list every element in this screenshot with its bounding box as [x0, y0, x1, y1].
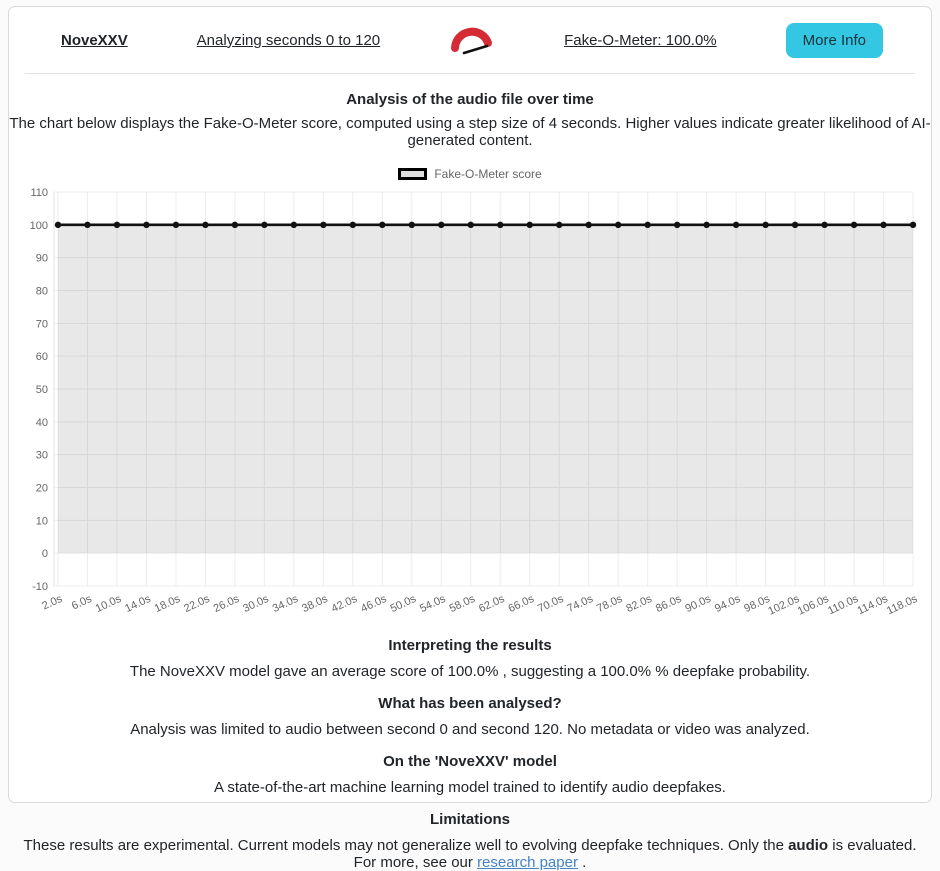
svg-text:14.0s: 14.0s — [123, 592, 153, 616]
svg-text:0: 0 — [41, 548, 48, 561]
svg-text:60: 60 — [35, 351, 48, 364]
svg-text:20: 20 — [35, 482, 48, 495]
svg-text:90.0s: 90.0s — [683, 592, 713, 616]
svg-text:30.0s: 30.0s — [241, 592, 271, 616]
svg-text:2.0s: 2.0s — [40, 592, 65, 613]
svg-text:42.0s: 42.0s — [329, 592, 360, 616]
svg-text:98.0s: 98.0s — [742, 592, 772, 616]
svg-text:114.0s: 114.0s — [855, 592, 890, 618]
svg-text:82.0s: 82.0s — [624, 592, 654, 616]
svg-text:10.0s: 10.0s — [93, 592, 124, 616]
section-body-model: A state-of-the-art machine learning model trained to identify audio deepfakes. — [214, 779, 726, 796]
limitations-text-after: . — [577, 854, 587, 871]
fake-o-meter-chart[interactable] — [16, 183, 924, 622]
svg-text:110.0s: 110.0s — [826, 592, 861, 618]
svg-text:118.0s: 118.0s — [884, 592, 920, 618]
svg-text:46.0s: 46.0s — [359, 592, 389, 616]
header-divider — [25, 73, 915, 74]
section-heading-limitations: Limitations — [429, 811, 510, 828]
section-body-limitations — [9, 837, 931, 871]
svg-text:50.0s: 50.0s — [388, 592, 419, 616]
app-card — [8, 6, 932, 871]
section-heading-model: On the 'NoveXXV' model — [383, 753, 557, 770]
svg-text:66.0s: 66.0s — [506, 592, 536, 616]
svg-text:-10: -10 — [32, 581, 48, 593]
section-heading-analysed: What has been analysed? — [378, 695, 562, 712]
svg-text:18.0s: 18.0s — [152, 592, 183, 616]
svg-text:90: 90 — [35, 252, 48, 265]
more-info-button[interactable]: More Info — [786, 23, 883, 58]
svg-text:74.0s: 74.0s — [565, 592, 595, 616]
svg-text:70.0s: 70.0s — [536, 592, 566, 616]
svg-text:10: 10 — [35, 515, 48, 528]
svg-text:110: 110 — [30, 187, 48, 199]
section-body-analysed: Analysis was limited to audio between second 0 and second 120. No metadata or video was analyzed. — [130, 721, 810, 738]
chart-subtitle: The chart below displays the Fake-O-Meter score, computed using a step size of 4 seconds. Higher values indicate greater likelihood of AI-generated content. — [9, 115, 931, 149]
limitations-text-middle: is evaluated. For more, see our — [353, 837, 917, 871]
analyzed-range-link[interactable]: Analyzing seconds 0 to 120 — [196, 31, 381, 49]
svg-text:30: 30 — [35, 449, 48, 462]
svg-text:100: 100 — [29, 219, 48, 232]
svg-text:50: 50 — [35, 384, 48, 396]
gauge-icon — [449, 23, 495, 57]
svg-text:102.0s: 102.0s — [766, 592, 802, 618]
brand-link[interactable]: NoveXXV — [61, 31, 128, 49]
svg-text:80: 80 — [35, 285, 48, 298]
section-heading-interpreting: Interpreting the results — [388, 637, 552, 654]
svg-text:26.0s: 26.0s — [211, 592, 242, 616]
legend-swatch — [398, 168, 427, 180]
header-bar — [9, 7, 931, 73]
svg-text:78.0s: 78.0s — [594, 592, 625, 616]
svg-text:94.0s: 94.0s — [712, 592, 743, 616]
svg-text:86.0s: 86.0s — [653, 592, 684, 616]
svg-text:38.0s: 38.0s — [300, 592, 330, 616]
svg-text:22.0s: 22.0s — [182, 592, 212, 616]
svg-text:62.0s: 62.0s — [477, 592, 507, 616]
svg-text:106.0s: 106.0s — [795, 592, 831, 618]
legend-label: Fake-O-Meter score — [434, 167, 542, 181]
svg-text:70: 70 — [35, 318, 48, 331]
research-paper-link[interactable]: research paper — [477, 854, 578, 871]
fake-o-meter-link[interactable]: Fake-O-Meter: 100.0% — [564, 31, 717, 49]
chart-title: Analysis of the audio file over time — [346, 91, 594, 108]
chart-legend-item[interactable] — [9, 167, 931, 181]
svg-text:54.0s: 54.0s — [418, 592, 448, 616]
svg-text:40: 40 — [35, 416, 48, 429]
limitations-bold-word: audio — [788, 837, 829, 854]
svg-text:34.0s: 34.0s — [270, 592, 301, 616]
svg-text:58.0s: 58.0s — [447, 592, 478, 616]
svg-text:6.0s: 6.0s — [69, 592, 94, 613]
limitations-text-before: These results are experimental. Current models may not generalize well to evolving deepfake techniques. Only the — [23, 837, 789, 854]
section-body-interpreting: The NoveXXV model gave an average score of 100.0% , suggesting a 100.0% % deepfake probability. — [129, 663, 811, 680]
